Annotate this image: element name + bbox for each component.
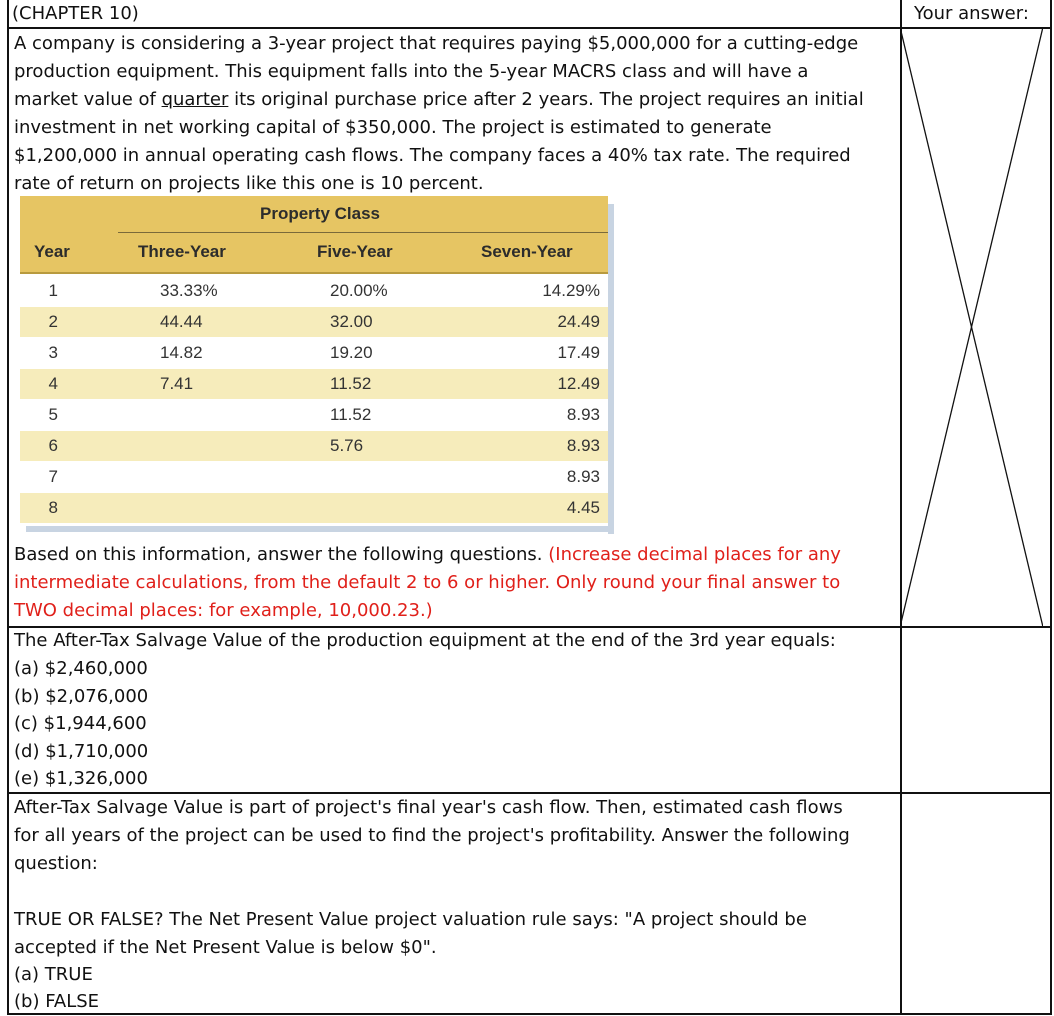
instructions-red-1: (Increase decimal places for any	[548, 544, 841, 565]
q2-prompt-line-2: accepted if the Net Present Value is below $0".	[14, 937, 437, 958]
q1-option-b[interactable]: (b) $2,076,000	[14, 686, 149, 707]
underlined-quarter: quarter	[161, 89, 229, 110]
col-seven-year: Seven-Year	[481, 242, 573, 261]
instructions-intro: Based on this information, answer the following questions.	[14, 544, 549, 565]
seven-year-cell: 14.29%	[542, 281, 600, 300]
q2-intro-line-2: for all years of the project can be used to find the project's profitability. Answer the following	[14, 825, 850, 846]
macrs-table	[20, 196, 608, 526]
problem-line-5: $1,200,000 in annual operating cash flows. The company faces a 40% tax rate. The required	[14, 145, 851, 166]
year-cell: 7	[48, 467, 58, 486]
col-three-year: Three-Year	[138, 242, 226, 261]
seven-year-cell: 4.45	[566, 498, 600, 517]
q1-option-d[interactable]: (d) $1,710,000	[14, 741, 149, 762]
q2-prompt-line-1: TRUE OR FALSE? The Net Present Value project valuation rule says: "A project should be	[14, 909, 807, 930]
table-shadow-bottom	[26, 526, 614, 532]
macrs-row	[20, 338, 608, 368]
rule-right	[1050, 0, 1052, 1015]
five-year-cell: 5.76	[330, 436, 364, 455]
macrs-row	[20, 369, 608, 399]
q2-option-b[interactable]: (b) FALSE	[14, 991, 100, 1012]
q2-intro-line-1: After-Tax Salvage Value is part of project's final year's cash flow. Then, estimated cash flows	[14, 797, 843, 818]
macrs-row	[20, 307, 608, 337]
col-year: Year	[34, 242, 70, 261]
q1-option-c[interactable]: (c) $1,944,600	[14, 713, 147, 734]
year-cell: 8	[48, 498, 58, 517]
seven-year-cell: 8.93	[566, 436, 600, 455]
q2-intro-line-3: question:	[14, 853, 98, 874]
five-year-cell: 20.00%	[330, 281, 388, 300]
problem-line-2: production equipment. This equipment falls into the 5-year MACRS class and will have a	[14, 61, 809, 82]
instructions-line-2: intermediate calculations, from the default 2 to 6 or higher. Only round your final answer to	[14, 572, 841, 593]
year-cell: 6	[48, 436, 58, 455]
q1-option-e[interactable]: (e) $1,326,000	[14, 768, 148, 789]
three-year-cell: 14.82	[160, 343, 203, 362]
answer-column-label: Your answer:	[914, 3, 1029, 24]
q1-prompt: The After-Tax Salvage Value of the production equipment at the end of the 3rd year equals:	[14, 630, 836, 651]
q2-answer-cell[interactable]	[902, 795, 1050, 1013]
macrs-row	[20, 493, 608, 523]
year-cell: 3	[48, 343, 58, 362]
problem-line-1: A company is considering a 3-year project that requires paying $5,000,000 for a cutting-edge	[14, 33, 859, 54]
instructions-line-1	[14, 541, 841, 569]
macrs-row	[20, 400, 608, 430]
year-cell: 2	[48, 312, 58, 331]
rule-top	[7, 27, 1052, 29]
problem-line-3-pre: market value of	[14, 89, 162, 110]
year-cell: 4	[48, 374, 58, 393]
rule-left	[7, 0, 9, 1015]
q2-option-a[interactable]: (a) TRUE	[14, 964, 93, 985]
property-class-rule	[118, 232, 608, 233]
col-five-year: Five-Year	[317, 242, 393, 261]
seven-year-cell: 8.93	[566, 467, 600, 486]
problem-line-3	[14, 86, 864, 114]
year-cell: 1	[48, 281, 58, 300]
seven-year-cell: 17.49	[557, 343, 600, 362]
problem-line-3-post: its original purchase price after 2 years. The project requires an initial	[228, 89, 864, 110]
seven-year-cell: 8.93	[566, 405, 600, 424]
problem-line-4: investment in net working capital of $350,000. The project is estimated to generate	[14, 117, 772, 138]
q1-answer-cell[interactable]	[902, 629, 1050, 792]
table-header	[20, 196, 608, 274]
property-class-title: Property Class	[260, 204, 380, 223]
instructions-line-3: TWO decimal places: for example, 10,000.23.)	[14, 600, 433, 621]
three-year-cell: 7.41	[160, 374, 194, 393]
macrs-row	[20, 276, 608, 306]
seven-year-cell: 24.49	[557, 312, 600, 331]
chapter-label: (CHAPTER 10)	[12, 3, 139, 24]
five-year-cell: 11.52	[330, 374, 372, 393]
crossed-out-answer-cell	[900, 27, 1043, 627]
five-year-cell: 19.20	[330, 343, 373, 362]
macrs-row	[20, 462, 608, 492]
rule-bottom	[7, 1013, 1052, 1015]
problem-line-6: rate of return on projects like this one is 10 percent.	[14, 173, 484, 194]
q1-option-a[interactable]: (a) $2,460,000	[14, 658, 148, 679]
three-year-cell: 33.33%	[160, 281, 218, 300]
year-cell: 5	[48, 405, 58, 424]
three-year-cell: 44.44	[160, 312, 203, 331]
five-year-cell: 32.00	[330, 312, 373, 331]
table-shadow-right	[608, 204, 614, 534]
seven-year-cell: 12.49	[557, 374, 600, 393]
macrs-row	[20, 431, 608, 461]
five-year-cell: 11.52	[330, 405, 372, 424]
